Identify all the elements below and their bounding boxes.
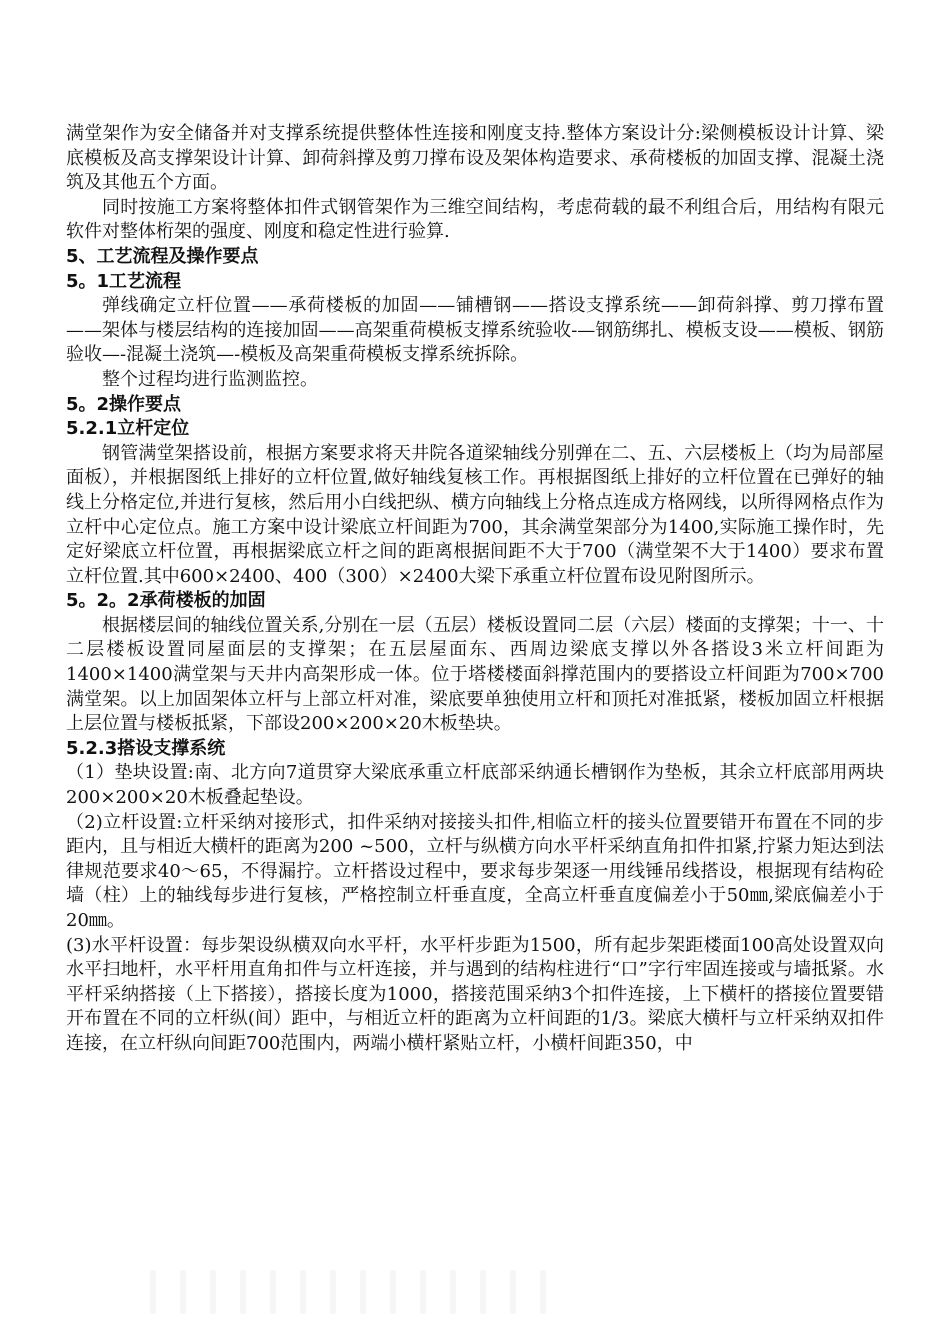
faint-scan-artifact (150, 1270, 570, 1314)
section-heading: 5、工艺流程及操作要点 (66, 245, 259, 267)
body-paragraph: (3)水平杆设置：每步架设纵横双向水平杆，水平杆步距为1500，所有起步架距楼面100高处设置双向水平扫地杆，水平杆用直角扣件与立杆连接，并与遇到的结构柱进行“口”字行牢固连接或与墙抵紧。水平杆采纳搭接（上下搭接），搭接长度为1000，搭接范围采纳3个扣件连接，上下横杆的搭接位置要错开布置在不同的立杆纵(间）距中，与相近立杆的距离为立杆间距的1/3。梁底大横杆与立杆采纳双扣件连接，在立杆纵向间距700范围内，两端小横杆紧贴立杆，小横杆间距350，中 (66, 934, 884, 1054)
document-body (66, 122, 884, 1057)
body-paragraph: 整个过程均进行监测监控。 (102, 368, 318, 390)
section-heading: 5。1工艺流程 (66, 270, 182, 292)
section-heading: 5.2.3搭设支撑系统 (66, 737, 226, 759)
body-paragraph: 满堂架作为安全储备并对支撑系统提供整体性连接和刚度支持.整体方案设计分:梁侧模板设计计算、梁底模板及高支撑架设计计算、卸荷斜撑及剪刀撑布设及架体构造要求、承荷楼板的加固支撑、混凝土浇筑及其他五个方面。 (66, 123, 884, 194)
section-heading: 5.2.1立杆定位 (66, 418, 190, 440)
body-paragraph: 弹线确定立杆位置——承荷楼板的加固——铺槽钢——搭设支撑系统——卸荷斜撑、剪刀撑布置——架体与楼层结构的连接加固——高架重荷模板支撑系统验收-—钢筋绑扎、模板支设——模板、钢筋验收—-混凝土浇筑—-模板及高架重荷模板支撑系统拆除。 (66, 295, 884, 366)
body-paragraph: 钢管满堂架搭设前，根据方案要求将天井院各道梁轴线分别弹在二、五、六层楼板上（均为局部屋面板），并根据图纸上排好的立杆位置,做好轴线复核工作。再根据图纸上排好的立杆位置在已弹好的轴线上分格定位,并进行复核，然后用小白线把纵、横方向轴线上分格点连成方格网线，以所得网格点作为立杆中心定位点。施工方案中设计梁底立杆间距为700，其余满堂架部分为1400,实际施工操作时，先定好梁底立杆位置，再根据梁底立杆之间的距离根据间距不大于700（满堂架不大于1400）要求布置立杆位置.其中600×2400、400（300）×2400大梁下承重立杆位置布设见附图所示。 (66, 442, 884, 587)
section-heading: 5。2操作要点 (66, 393, 182, 415)
body-paragraph: 根据楼层间的轴线位置关系,分别在一层（五层）楼板设置同二层（六层）楼面的支撑架；十一、十二层楼板设置同屋面层的支撑架；在五层屋面东、西周边梁底支撑以外各搭设3米立杆间距为1400×1400满堂架与天井内高架形成一体。位于塔楼楼面斜撑范围内的要搭设立杆间距为700×700满堂架。以上加固架体立杆与上部立杆对准，梁底要单独使用立杆和顶托对准抵紧，楼板加固立杆根据上层位置与楼板抵紧，下部设200×200×20木板垫块。 (66, 614, 884, 735)
body-paragraph: （2)立杆设置:立杆采纳对接形式，扣件采纳对接接头扣件,相临立杆的接头位置要错开布置在不同的步距内，且与相近大横杆的距离为200 ~500，立杆与纵横方向水平杆采纳直角扣件扣紧,拧紧力矩达到法律规范要求40～65，不得漏拧。立杆搭设过程中，要求每步架逐一用线锤吊线搭设，根据现有结构砼墙（柱）上的轴线每步进行复核，严格控制立杆垂直度，全高立杆垂直度偏差小于50㎜,梁底偏差小于20㎜。 (66, 811, 884, 931)
body-paragraph: （1）垫块设置:南、北方向7道贯穿大梁底承重立杆底部采纳通长槽钢作为垫板，其余立杆底部用两块200×200×20木板叠起垫设。 (66, 762, 884, 809)
body-paragraph: 同时按施工方案将整体扣件式钢管架作为三维空间结构，考虑荷载的最不利组合后，用结构有限元软件对整体桁架的强度、刚度和稳定性进行验算. (66, 196, 884, 243)
section-heading: 5。2。2承荷楼板的加固 (66, 590, 266, 612)
